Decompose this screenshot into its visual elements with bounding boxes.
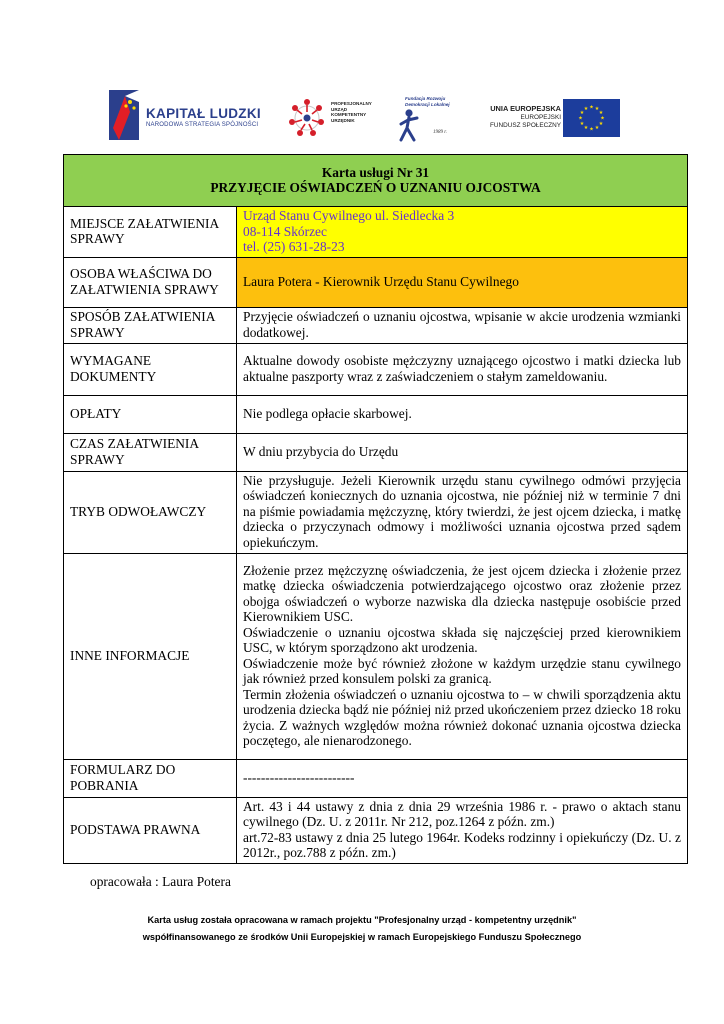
row-label: WYMAGANE DOKUMENTY <box>64 343 237 395</box>
table-row <box>64 343 688 395</box>
table-row <box>64 433 688 471</box>
info-paragraph: Oświadczenie może być również złożone w każdym urzędzie stanu cywilnego jak również przed konsulem polski za granicą. <box>243 655 681 686</box>
eu-star-icon: ★ <box>598 122 604 128</box>
pu-line: URZĘDNIK <box>331 117 355 123</box>
card-header <box>64 155 688 207</box>
table-row <box>64 307 688 343</box>
phone-line: tel. (25) 631-28-23 <box>243 239 345 254</box>
legal-paragraph: art.72-83 ustawy z dnia 25 lutego 1964r. Kodeks rodzinny i opiekuńczy (Dz. U. z 2012r., poz.788 z późn. zm.) <box>243 829 681 860</box>
pu-line: KOMPETENTNY <box>331 112 367 118</box>
fundacja-wordmark <box>405 96 450 107</box>
row-value: Nie podlega opłacie skarbowej. <box>237 395 688 433</box>
footer-line: Karta usług została opracowana w ramach projektu "Profesjonalny urząd - kompetentny urzędnik" <box>147 915 577 925</box>
fundacja-year: 1989 r. <box>433 130 447 135</box>
table-row <box>64 797 688 863</box>
kapital-ludzki-title: KAPITAŁ LUDZKI <box>146 106 261 121</box>
address-line: Urząd Stanu Cywilnego ul. Siedlecka 3 <box>243 208 455 223</box>
row-label: OPŁATY <box>64 395 237 433</box>
kapital-ludzki-logo-icon <box>103 88 141 142</box>
pu-line: URZĄD <box>331 106 348 112</box>
eu-star-icon: ★ <box>594 126 600 132</box>
eu-star-icon: ★ <box>578 116 583 122</box>
table-row <box>64 553 688 759</box>
ue-title: UNIA EUROPEJSKA <box>490 104 561 113</box>
row-value: Przyjęcie oświadczeń o uznaniu ojcostwa, wpisanie w akcie urodzenia wzmianki dodatkowej. <box>237 307 688 343</box>
footer-line: współfinansowanego ze środków Unii Europejskiej w ramach Europejskiego Funduszu Społecznego <box>142 932 582 942</box>
info-paragraph: Oświadczenie o uznaniu ojcostwa składa się najczęściej przed kierownikiem USC, w którym sporządzono akt urodzenia. <box>243 624 681 655</box>
kapital-ludzki-wordmark <box>146 106 261 128</box>
address-line: 08-114 Skórzec <box>243 223 327 239</box>
row-label: PODSTAWA PRAWNA <box>64 797 237 863</box>
card-subtitle: PRZYJĘCIE OŚWIADCZEŃ O UZNANIU OJCOSTWA <box>210 180 541 195</box>
eu-star-icon: ★ <box>579 111 585 117</box>
logo-bar <box>0 84 724 146</box>
row-value: W dniu przybycia do Urzędu <box>237 433 688 471</box>
fundacja-figure-icon <box>398 109 424 143</box>
kapital-ludzki-subtitle: NARODOWA STRATEGIA SPÓJNOŚCI <box>146 122 259 128</box>
table-row <box>64 207 688 258</box>
eu-star-icon: ★ <box>589 127 594 133</box>
eu-star-icon: ★ <box>594 107 600 113</box>
row-label: MIEJSCE ZAŁATWIENIA SPRAWY <box>64 207 237 258</box>
eu-star-icon: ★ <box>598 111 604 117</box>
table-row <box>64 257 688 307</box>
row-label: CZAS ZAŁATWIENIA SPRAWY <box>64 433 237 471</box>
eu-flag-icon <box>563 99 620 137</box>
info-paragraph: Termin złożenia oświadczeń o uznaniu ojcostwa to – w chwili sporządzenia aktu urodzenia dziecka bądź nie później niż przed ukończeniem przez dziecko 18 roku życia. Z ważnych względów można również dokonać uznania ojcostwa dziecka poczętego, ale nienarodzonego. <box>243 686 681 748</box>
row-value: Aktualne dowody osobiste mężczyzny uznającego ojcostwo i matki dziecka lub aktualne paszporty wraz z zaświadczeniem o stałym zameldowaniu. <box>237 343 688 395</box>
eu-star-icon: ★ <box>583 107 589 113</box>
fr-line: Demokracji Lokalnej <box>405 101 450 107</box>
eu-star-icon: ★ <box>579 122 585 128</box>
row-label: INNE INFORMACJE <box>64 553 237 759</box>
row-label: TRYB ODWOŁAWCZY <box>64 471 237 553</box>
fr-line: Fundacja Rozwoju <box>405 96 446 101</box>
legal-paragraph: Art. 43 i 44 ustawy z dnia z dnia 29 września 1986 r. - prawo o aktach stanu cywilnego (Dz. U. z 2011r. Nr 212, poz.1264 z późn. zm.) <box>243 798 681 829</box>
unia-europejska-wordmark <box>477 104 561 130</box>
row-value: Nie przysługuje. Jeżeli Kierownik urzędu stanu cywilnego odmówi przyjęcia oświadczeń koniecznych do uznania ojcostwa, nie później niż w terminie 7 dni na piśmie powiadamia mężczyznę, który twierdzi, że jest ojcem dziecka, i matkę dziecka o przyczynach odmowy i możliwości uznania ojcostwa przed sądem opiekuńczym. <box>237 471 688 553</box>
info-paragraph: Złożenie przez mężczyznę oświadczenia, że jest ojcem dziecka i złożenie przez matkę dziecka oświadczenia potwierdzającego ojcostwo oraz złożenie przez obojga oświadczeń o wyborze nazwiska dla dziecka następuje osobiście przed Kierownikiem USC. <box>243 562 681 624</box>
row-label: SPOSÓB ZAŁATWIENIA SPRAWY <box>64 307 237 343</box>
service-card-table <box>63 154 688 864</box>
ue-line: EUROPEJSKI <box>520 114 561 121</box>
author-note: opracowała : Laura Potera <box>90 874 231 889</box>
address-value <box>237 207 688 258</box>
ue-line: FUNDUSZ SPOŁECZNY <box>489 122 561 129</box>
responsible-person-value: Laura Potera - Kierownik Urzędu Stanu Cywilnego <box>237 257 688 307</box>
row-value: ------------------------- <box>237 759 688 797</box>
row-label: FORMULARZ DO POBRANIA <box>64 759 237 797</box>
row-label: OSOBA WŁAŚCIWA DO ZAŁATWIENIA SPRAWY <box>64 257 237 307</box>
card-title: Karta usługi Nr 31 <box>321 164 430 180</box>
pu-line: PROFESJONALNY <box>331 101 372 106</box>
eu-star-icon: ★ <box>583 126 589 132</box>
table-row <box>64 759 688 797</box>
profesjonalny-urzad-wordmark <box>331 101 372 123</box>
card-header-row <box>64 155 688 207</box>
table-row <box>64 471 688 553</box>
table-row <box>64 395 688 433</box>
eu-star-icon: ★ <box>589 105 594 111</box>
legal-basis-value <box>237 797 688 863</box>
profesjonalny-urzad-logo-icon <box>286 96 328 140</box>
eu-star-icon: ★ <box>600 116 605 122</box>
info-value <box>237 553 688 759</box>
